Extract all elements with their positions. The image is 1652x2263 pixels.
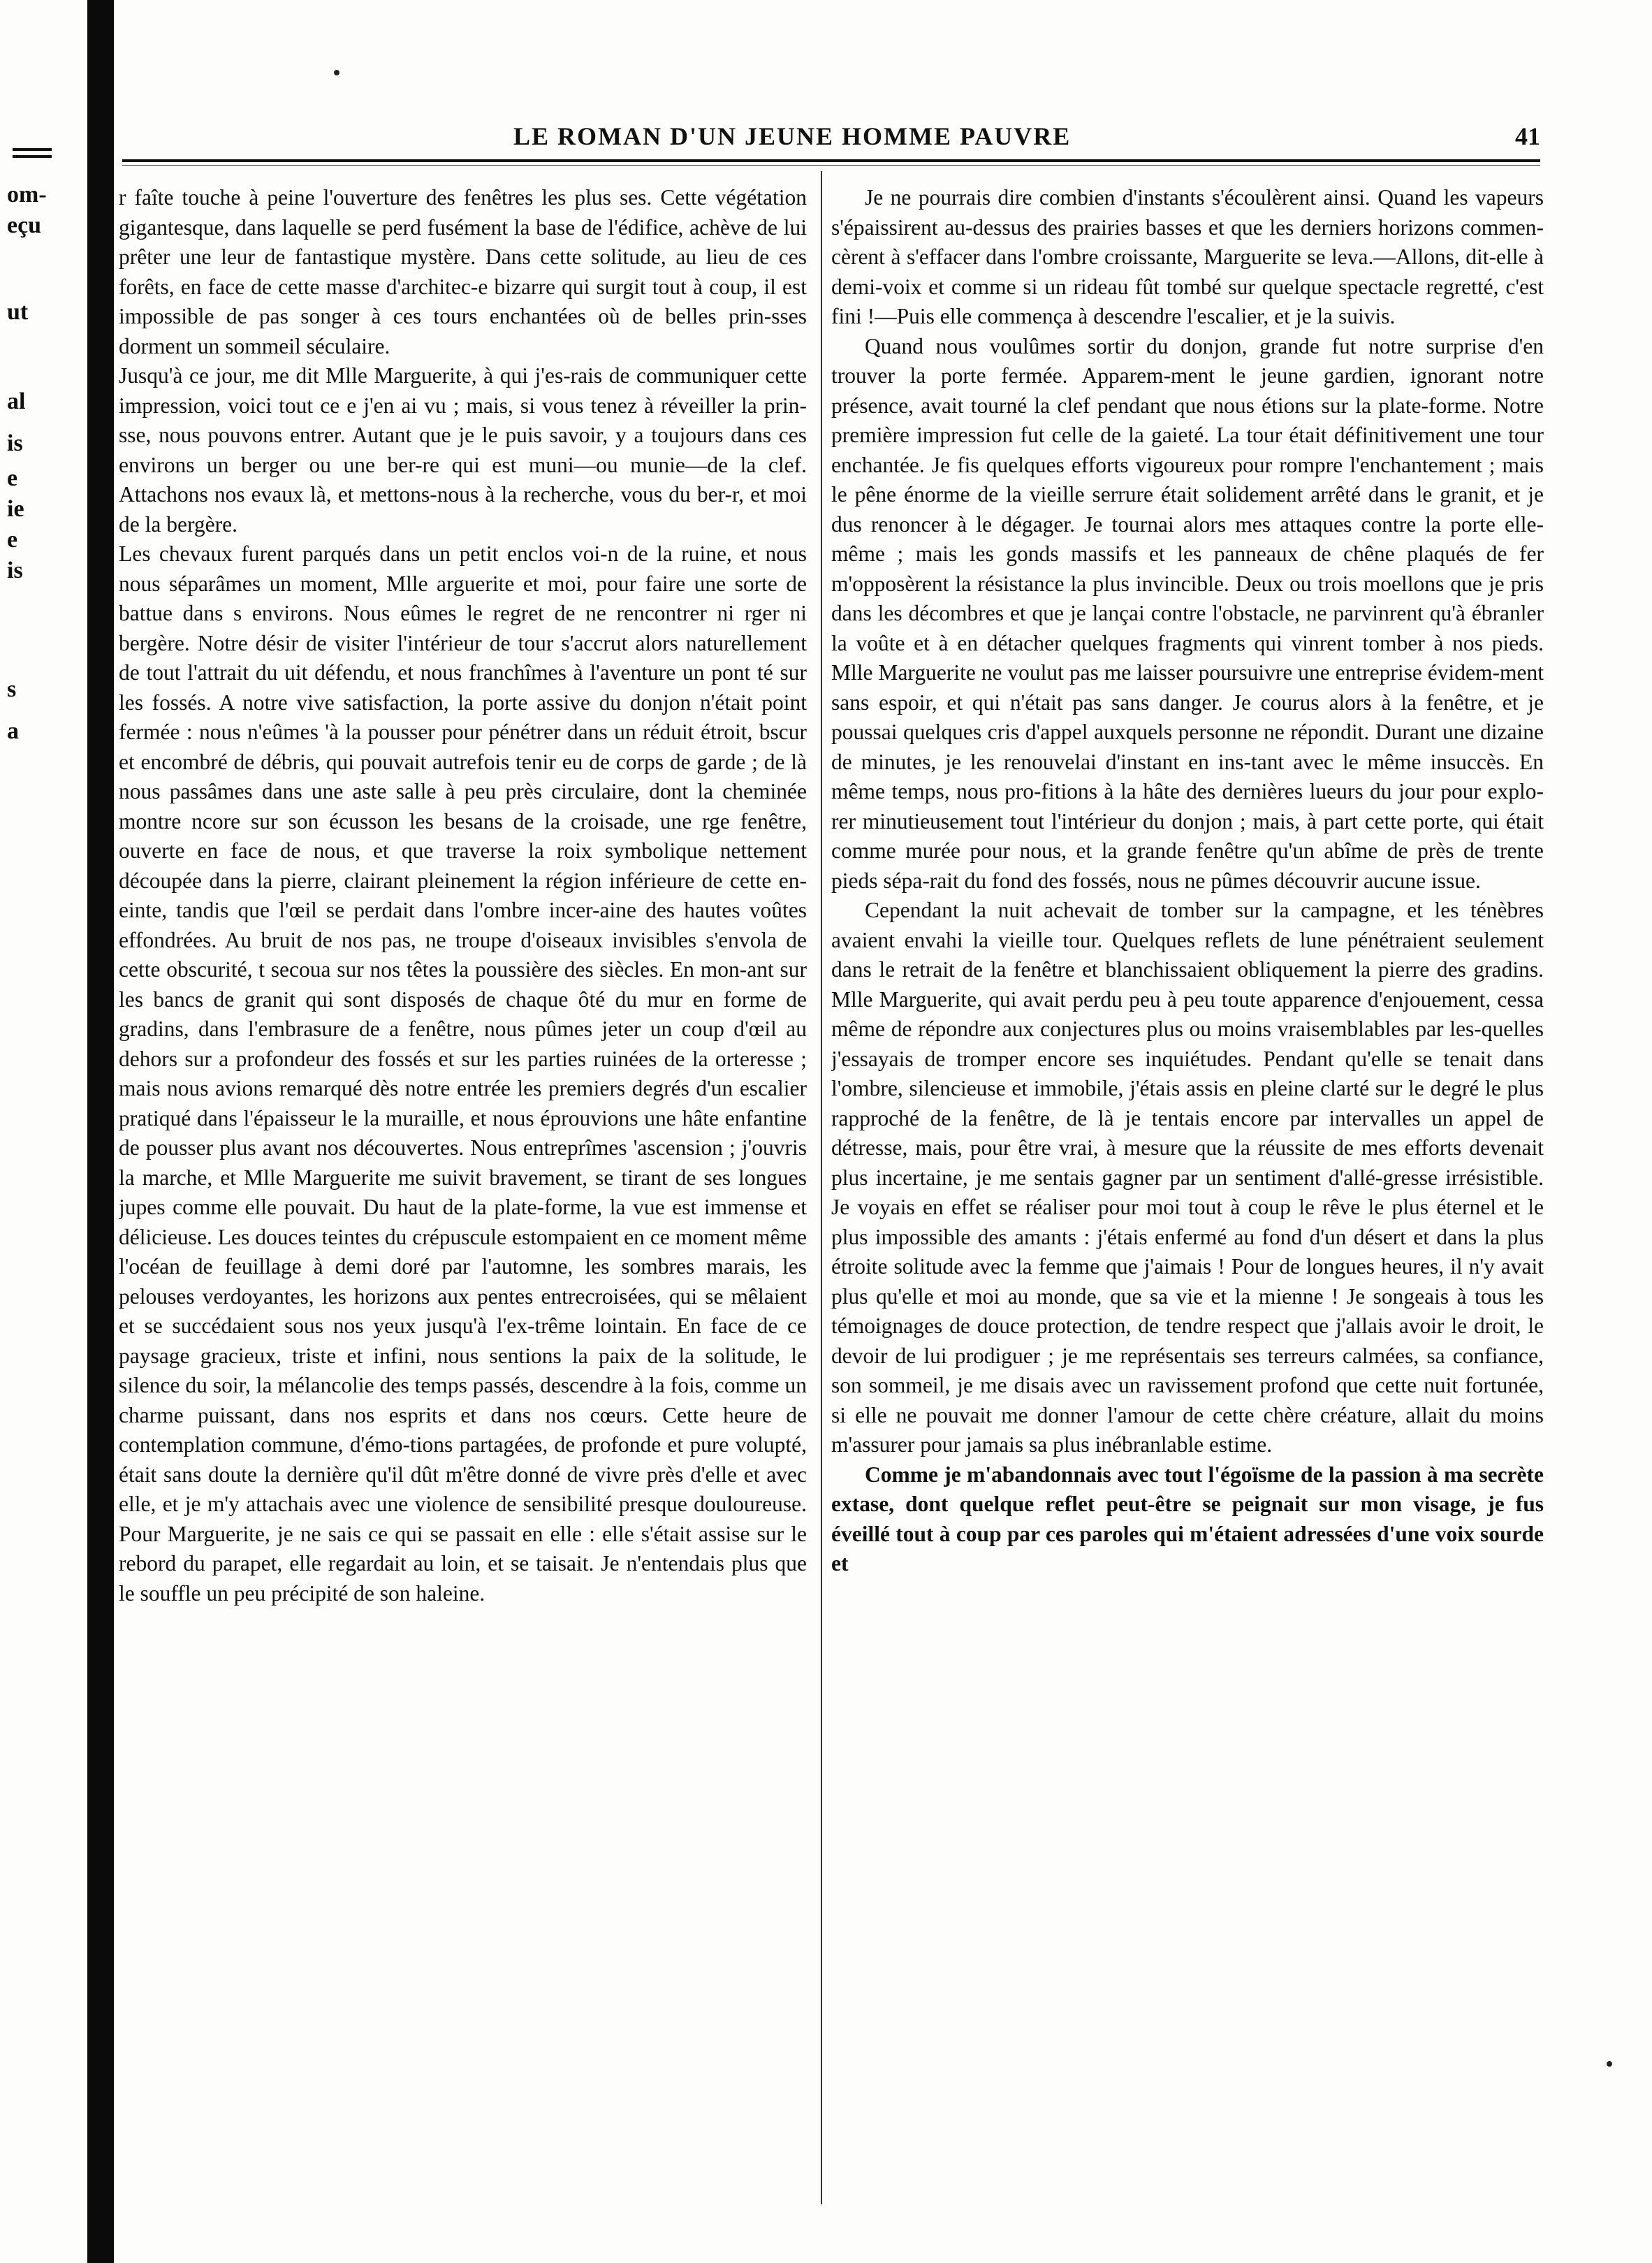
paragraph: Les chevaux furent parqués dans un petit enclos voi-n de la ruine, et nous nous séparâmes un moment, Mlle arguerite et moi, pour faire une sorte de battue dans s environs. Nous eûmes le regret de ne rencontrer ni rger ni bergère. Notre désir de visiter l'intérieur de tour s'accrut alors naturellement de tout l'attrait du uit défendu, et nous franchîmes à l'aventure un pont té sur les fossés. A notre vive satisfaction, la porte assive du donjon n'était point fermée : nous n'eûmes 'à la pousser pour pénétrer dans un réduit étroit, bscur et encombré de débris, qui pouvait autrefois tenir eu de corps de garde ; de là nous passâmes dans une aste salle à peu près circulaire, dont la cheminée montre ncore sur son écusson les besans de la croisade, une rge fenêtre, ouverte en face de nous, et que traverse la roix symbolique nettement découpée dans la pierre, clairant pleinement la région inférieure de cette en-einte, tandis que l'œil se perdait dans l'ombre incer-aine des hautes voûtes effondrées. Au bruit de nos pas, ne troupe d'oiseaux invisibles s'envola de cette obscurité, t secoua sur nos têtes la poussière des siècles. En mon-ant sur les bancs de granit qui sont disposés de chaque ôté du mur en forme de gradins, dans l'embrasure de a fenêtre, nous pûmes jeter un coup d'œil au dehors sur a profondeur des fossés et sur les parties ruinées de la orteresse ; mais nous avions remarqué dès notre entrée les premiers degrés d'un escalier pratiqué dans l'épaisseur le la muraille, et nous éprouvions une hâte enfantine de pousser plus avant nos découvertes. Nous entreprîmes 'ascension ; j'ouvris la marche, et Mlle Marguerite me suivit bravement, se tirant de ses longues jupes comme elle pouvait. Du haut de la plate-forme, la vue est immense et délicieuse. Les douces teintes du crépuscule estompaient en ce moment même l'océan de feuillage à demi doré par l'automne, les sombres marais, les pelouses verdoyantes, les horizons aux pentes entrecroisées, qui se mêlaient et se succédaient sous nos yeux jusqu'à l'ex-trême lointain. En face de ce paysage gracieux, triste et infini, nous sentions la paix de la solitude, le silence du soir, la mélancolie des temps passés, descendre à la fois, comme un charme puissant, dans nos esprits et dans nos cœurs. Cette heure de contemplation commune, d'émo-tions partagées, de profonde et pure volupté, était sans doute la dernière qu'il dût m'être donné de vivre près d'elle et avec elle, et je m'y attachais avec une violence de sensibilité presque douloureuse. Pour Marguerite, je ne sais ce qui se passait en elle : elle s'était assise sur le rebord du parapet, elle regardait au loin, et se taisait. Je n'entendais plus que le souffle un peu précipité de son haleine. [119, 541, 807, 1606]
paragraph: r faîte touche à peine l'ouverture des fenêtres les plus ses. Cette végétation gigantesque, dans laquelle se perd fusément la base de l'édifice, achève de lui prêter une leur de fantastique mystère. Dans cette solitude, au lieu de ces forêts, en face de cette masse d'architec-e bizarre qui surgit tout à coup, il est impossible de pas songer à ces tours enchantées où de belles prin-sses dorment un sommeil séculaire. [119, 185, 807, 358]
margin-fragment: e [7, 527, 18, 553]
margin-fragment: eçu [7, 212, 42, 238]
header-rule-thin [122, 165, 1540, 166]
margin-fragment: al [7, 388, 26, 414]
page-header [122, 119, 1540, 154]
paragraph: Jusqu'à ce jour, me dit Mlle Marguerite, à qui j'es-rais de communiquer cette impression, voici tout ce e j'en ai vu ; mais, si vous tenez à réveiller la prin-sse, nous pouvons entrer. Autant que je le puis savoir, y a toujours dans ces environs un berger ou une ber-re qui est muni—ou munie—de la clef. Attachons nos evaux là, et mettons-nous à la recherche, vous du ber-r, et moi de la bergère. [119, 363, 807, 537]
margin-rule [13, 148, 52, 151]
scan-binding-shadow [87, 0, 114, 2263]
margin-fragment: is [7, 430, 23, 456]
header-rule [122, 159, 1540, 162]
left-margin-bleed [0, 0, 84, 2263]
margin-fragment: ut [7, 299, 29, 325]
paragraph: Quand nous voulûmes sortir du donjon, grande fut notre surprise d'en trouver la porte fermée. Apparem-ment le jeune gardien, ignorant notre présence, avait tourné la clef pendant que nous étions sur la plate-forme. Notre première impression fut celle de la gaieté. La tour était définitivement une tour enchantée. Je fis quelques efforts vigoureux pour rompre l'enchantement ; mais le pêne énorme de la vieille serrure était solidement arrêté dans le granit, et je dus renoncer à le dégager. Je tournai alors mes attaques contre la porte elle-même ; mais les gonds massifs et les panneaux de chêne plaqués de fer m'opposèrent la résistance la plus invincible. Deux ou trois moellons que je pris dans les décombres et que je lançai contre l'obstacle, ne parvinrent qu'à ébranler la voûte et à en détacher quelques fragments qui vinrent tomber à nos pieds. Mlle Marguerite ne voulut pas me laisser poursuivre une entreprise évidem-ment sans espoir, et qui n'était pas sans danger. Je courus alors à la fenêtre, et je poussai quelques cris d'appel auxquels personne ne répondit. Durant une dizaine de minutes, je les renouvelai d'instant en ins-tant avec le même insuccès. En même temps, nous pro-fitions à la hâte des dernières lueurs du jour pour explo-rer minutieusement tout l'intérieur du donjon ; mais, à part cette porte, qui était comme murée pour nous, et la grande fenêtre qu'un abîme de près de trente pieds sépa-rait du fond des fossés, nous ne pûmes découvrir aucune issue. [831, 333, 1544, 893]
left-column [119, 183, 807, 2237]
column-divider [821, 171, 822, 2204]
paragraph: Cependant la nuit achevait de tomber sur la campagne, et les ténèbres avaient envahi la vieille tour. Quelques reflets de lune pénétraient seulement dans le retrait de la fenêtre et blanchissaient obliquement la pierre des gradins. Mlle Marguerite, qui avait perdu peu à peu toute apparence d'enjouement, cessa même de répondre aux conjectures plus ou moins vraisemblables par les-quelles j'essayais de tromper encore ses inquiétudes. Pendant qu'elle se tenait dans l'ombre, silencieuse et immobile, j'étais assis en pleine clarté sur le degré le plus rapproché de la fenêtre, de là je tentais encore par intervalles un appel de détresse, mais, pour être vrai, à mesure que la réussite de mes efforts devenait plus incertaine, je me sentais gagner par un sentiment d'allé-gresse irrésistible. Je voyais en effet se réaliser pour moi tout à coup le rêve le plus éternel et le plus impossible des amants : j'étais enfermé au fond d'un désert et dans la plus étroite solitude avec la femme que j'aimais ! Pour de longues heures, il n'y avait plus qu'elle et moi au monde, que sa vie et la mienne ! Je songeais à tous les témoignages de douce protection, de tendre respect que j'allais avoir le droit, le devoir de lui prodiguer ; je me représentais ses terreurs calmées, sa confiance, son sommeil, je me disais avec un ravissement profond que cette nuit fortunée, si elle ne pouvait me donner l'amour de cette chère créature, allait du moins m'assurer pour jamais sa plus inébranlable estime. [831, 898, 1544, 1457]
speck [334, 70, 339, 75]
margin-fragment: e [7, 465, 18, 491]
paragraph: Je ne pourrais dire combien d'instants s'écoulèrent ainsi. Quand les vapeurs s'épaissirent au-dessus des prairies basses et que les derniers horizons commen-cèrent à s'effacer dans l'ombre croissante, Marguerite se leva.—Allons, dit-elle à demi-voix et comme si un rideau fût tombé sur quelque spectacle regretté, c'est fini !—Puis elle commença à descendre l'escalier, et je la suivis. [831, 185, 1544, 328]
right-column [831, 183, 1544, 2237]
margin-fragment: s [7, 676, 17, 702]
margin-rule [13, 155, 52, 158]
paragraph: Comme je m'abandonnais avec tout l'égoïsme de la passion à ma secrète extase, dont quelque reflet peut-être se peignait sur mon visage, je fus éveillé tout à coup par ces paroles qui m'étaient adressées d'une voix sourde et [831, 1462, 1544, 1576]
page-number: 41 [1515, 122, 1540, 150]
speck [1607, 2061, 1612, 2067]
margin-fragment: ie [7, 496, 24, 522]
running-title: LE ROMAN D'UN JEUNE HOMME PAUVRE [513, 122, 1072, 150]
margin-fragment: a [7, 718, 19, 744]
margin-fragment: om- [7, 182, 47, 208]
margin-fragment: is [7, 558, 23, 583]
